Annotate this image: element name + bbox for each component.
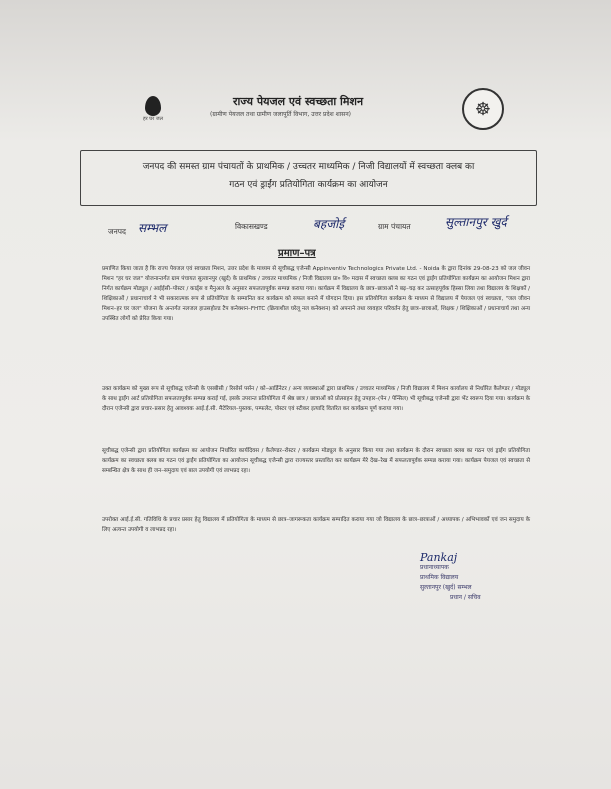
district-label: जनपद [108, 227, 126, 236]
subject-line-1: जनपद की समस्त ग्राम पंचायतों के प्राथमिक / उच्चतर माध्यमिक / निजी विद्यालयों में स्वच्छता क्लब का [142, 162, 475, 172]
paragraph-4: उपरोक्त आई.ई.सी. गतिविधि के प्रचार प्रसार हेतु विद्यालय में प्रतियोगिता के माध्यम से छात्र–जागरूकता कार्यक्रम सम्पादित कराया गया जो विद्यालय के छात्र–छात्राओं / अध्यापक / अभिभावकों एवं जन समुदाय के लिए अत्यन्त उपयोगी व लाभप्रद रहा। [102, 517, 530, 533]
subject-line-2: गठन एवं ड्राईंग प्रतियोगिता कार्यक्रम का आयोजन [229, 180, 388, 190]
block-label: विकासखण्ड [235, 222, 268, 231]
signature-line-3: सुल्तानपुर (खुर्द) सम्भल [420, 584, 472, 591]
water-drop-icon [145, 96, 161, 116]
up-government-emblem-icon: ☸ [462, 88, 504, 130]
location-fields [100, 215, 560, 236]
mission-title: राज्य पेयजल एवं स्वच्छता मिशन [233, 95, 364, 108]
block-value: बहजोई [313, 217, 345, 231]
signature-block [420, 553, 540, 603]
certificate-title: प्रमाण–पत्र [278, 248, 316, 259]
district-value: सम्भल [138, 221, 167, 235]
signature-line-1: प्रधानाध्यापक [420, 564, 449, 571]
subject-box [80, 150, 537, 206]
signature-line-4: प्रधान / सचिव [450, 594, 481, 601]
paragraph-1: प्रमाणित किया जाता है कि राज्य पेयजल एवं स्वच्छता मिशन, उत्तर प्रदेश के माध्यम से सूचीबद्ध एजेन्सी Appinventiv Technologics Private Ltd. - Noida के द्वारा दिनांक 29-08-23 को जल जीवन मिशन "हर घर जल" योजनान्तर्गत ग्राम पंचायत सुल्तानपुर (खुर्द) के प्राथमिक / उच्चतर माध्यमिक / निजी विद्यालय प्रा० वि० मदास में स्वच्छता क्लब का गठन एवं ड्राईंग प्रतियोगिता कार्यक्रम का आयोजन मिशन द्वारा निर्गत कार्यक्रम मोड्यूल / आईईसी–पोस्टर / कार्ड्स व मैनुअल के अनुसार सफलतापूर्वक सम्पन्न कराया गया। कार्यक्रम में विद्यालय के छात्र–छात्राओं ने बढ़–चढ़ कर उत्साहपूर्वक हिस्सा लिया तथा विद्यालय के शिक्षकों / शिक्षिकाओं / प्रधानाचार्य ने भी सकारात्मक रूप से प्रतियोगिता के सम्मानित कर कार्यक्रम को सफल बनाने में योगदान दिया। इस प्रतियोगिता कार्यक्रम के माध्यम से विद्यालय में पेयजल एवं स्वच्छता, "जल जीवन मिशन–हर घर जल" योजना के अन्तर्गत नलजल हाउसहोल्ड टैप कनेक्शन–FHTC (क्रियाशील घरेलू नल कनेक्शन) को अपनाने तथा व्यवहार परिवर्तन हेतु छात्र–छात्राओं, शिक्षक / शिक्षिकाओं / प्रधानाचार्य तथा अन्य उपस्थित लोगों को प्रेरित किया गया। [102, 266, 530, 322]
paragraph-3: सूचीबद्ध एजेन्सी द्वारा प्रतियोगिता कार्यक्रम का आयोजन निर्धारित कार्यदिवस / कैलेण्डर–रोस्टर / कार्यक्रम मोड्यूल के अनुसार किया गया तथा कार्यक्रम के दौरान स्वच्छता क्लब का गठन एवं ड्राईंग प्रतियोगिता कार्यक्रम का स्वच्छता क्लब का गठन एवं ड्राईंग प्रतियोगिता का आयोजन सूचीबद्ध एजेन्सी द्वारा राज्यस्तर प्रस्तावित कर कार्यक्रम मेरे देख–रेख में सफलतापूर्वक सम्पन्न कराया गया। कार्यक्रम पेयजल एवं स्वच्छता से सम्बन्धित क्षेत्र के साथ ही जन–समुदाय एवं बाल उपयोगी एवं लाभप्रद रहा। [102, 448, 530, 474]
gram-panchayat-value: सुल्तानपुर खुर्द [445, 215, 507, 229]
signature-line-2: प्राथमिक विद्यालय [420, 574, 459, 581]
letterhead [138, 88, 498, 138]
logo-caption: हर घर जल [143, 116, 163, 122]
mission-subtitle: (ग्रामीण पेयजल तथा ग्रामीण जलापूर्ति विभाग, उत्तर प्रदेश शासन) [210, 111, 351, 118]
paragraph-2: उक्त कार्यक्रम को मुख्य रूप से सूचीबद्ध एजेन्सी के एसबीसी / रिसोर्स पर्सन / को–आर्डिनेटर / अन्य व्यवस्थाओं द्वारा प्राथमिक / उच्चतर माध्यमिक / निजी विद्यालय में मिशन कार्यालय से निर्धारित कैलेण्डर / मोड्यूल के साथ ड्राईंग आर्ट प्रतियोगिता सफलतापूर्वक सम्पन्न कराई गई, इसके उपरान्त प्रतियोगिता में श्रेष्ठ छात्र / छात्राओं को प्रोत्साहन हेतु उपहार–(पेन / पेन्सिल) भी सूचीबद्ध एजेन्सी द्वारा भेंट स्वरूप दिया गया। कार्यक्रम के दौरान एजेन्सी द्वारा प्रचार–प्रसार हेतु आवश्यक आई.ई.सी. मैटेरियल–पुस्तक, पम्फलेट, पोस्टर एवं स्टीकर इत्यादि वितरित कर कार्यक्रम पूर्ण कराया गया। [102, 386, 530, 412]
har-ghar-jal-logo [138, 96, 168, 132]
gram-panchayat-label: ग्राम पंचायत [378, 222, 411, 231]
signature-scrawl: Pankaj [420, 551, 458, 564]
